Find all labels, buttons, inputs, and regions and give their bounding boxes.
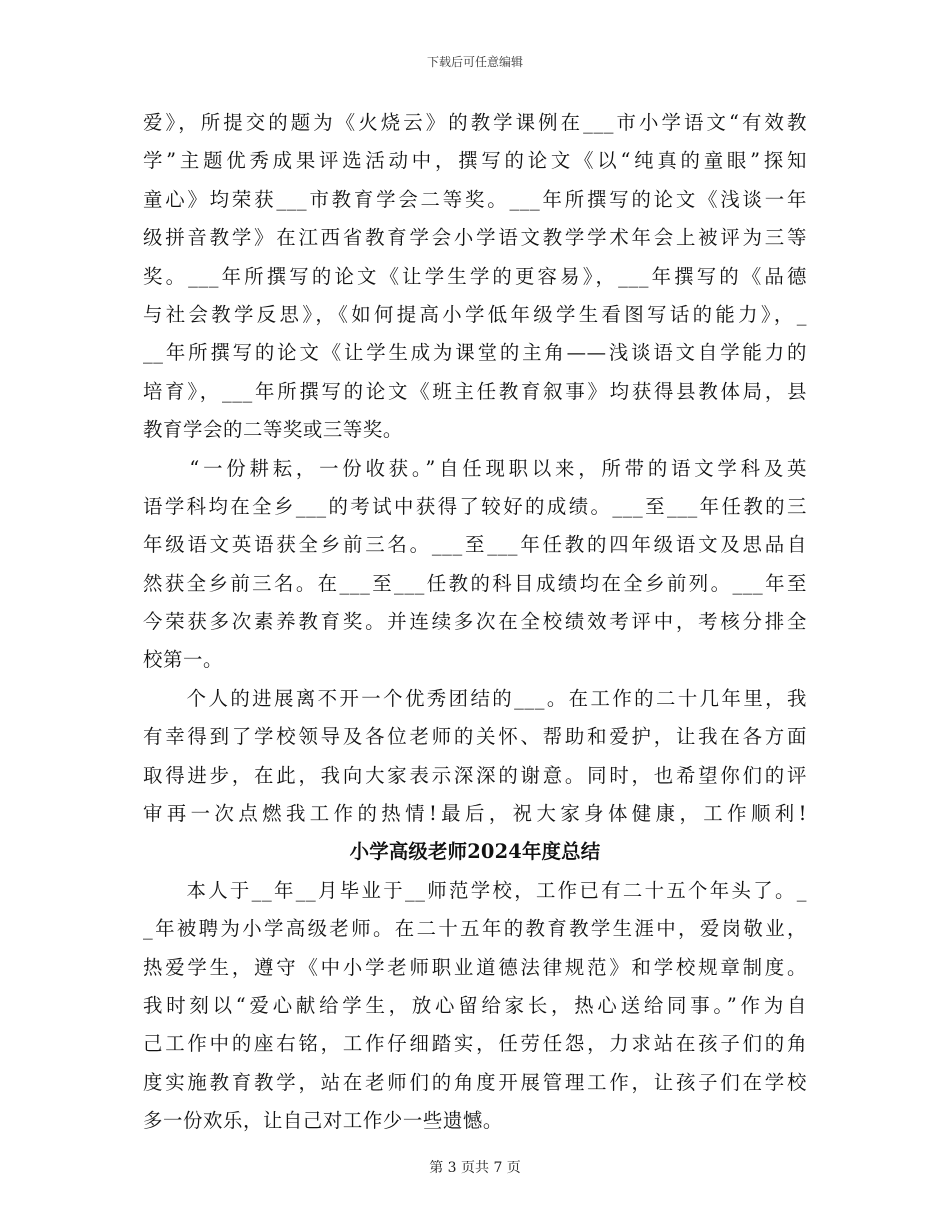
- text-line: 学”主题优秀成果评选活动中，撰写的论文《以“纯真的童眼”探知: [143, 149, 807, 173]
- text-line: 度实施教育教学，站在老师们的角度开展管理工作，让孩子们在学校: [143, 1070, 807, 1094]
- text-line: 今荣获多次素养教育奖。并连续多次在全校绩效考评中，考核分排全: [143, 610, 807, 634]
- text-line: 审再一次点燃我工作的热情!最后，祝大家身体健康，工作顺利!: [143, 802, 807, 826]
- page-footer: 第 3 页共 7 页: [429, 1160, 521, 1176]
- text-line: 级拼音教学》在江西省教育学会小学语文教学学术年会上被评为三等: [143, 226, 807, 250]
- text-line: 教育学会的二等奖或三等奖。: [143, 418, 403, 442]
- text-line: 与社会教学反思》，《如何提高小学低年级学生看图写话的能力》，_: [143, 302, 807, 326]
- text-line: 校第一。: [143, 648, 223, 672]
- text-line: 本人于__年__月毕业于__师范学校，工作已有二十五个年头了。_: [143, 878, 807, 902]
- text-line: 奖。___年所撰写的论文《让学生学的更容易》，___年撰写的《品德: [143, 264, 807, 288]
- text-line: 有幸得到了学校领导及各位老师的关怀、帮助和爱护，让我在各方面: [143, 725, 807, 749]
- text-line: “一份耕耘，一份收获。”自任现职以来，所带的语文学科及英: [143, 456, 807, 480]
- section-title: 小学高级老师2024年度总结: [349, 840, 601, 864]
- text-line: 童心》均荣获___市教育学会二等奖。___年所撰写的论文《浅谈一年: [143, 187, 807, 211]
- text-line: 取得进步，在此，我向大家表示深深的谢意。同时，也希望你们的评: [143, 763, 807, 787]
- text-line: 培育》，___年所撰写的论文《班主任教育叙事》均获得县教体局，县: [143, 379, 807, 403]
- page-header: 下载后可任意编辑: [426, 55, 523, 69]
- text-line: 语学科均在全乡___的考试中获得了较好的成绩。___至___年任教的三: [143, 494, 807, 518]
- text-line: 己工作中的座右铭，工作仔细踏实，任劳任怨，力求站在孩子们的角: [143, 1032, 807, 1056]
- text-line: 然获全乡前三名。在___至___任教的科目成绩均在全乡前列。___年至: [143, 571, 807, 595]
- text-line: 热爱学生，遵守《中小学老师职业道德法律规范》和学校规章制度。: [143, 955, 807, 979]
- text-line: _年被聘为小学高级老师。在二十五年的教育教学生涯中，爱岗敬业，: [143, 917, 807, 941]
- document-body: [143, 104, 807, 1141]
- text-line: 年级语文英语获全乡前三名。___至___年任教的四年级语文及思品自: [143, 533, 807, 557]
- text-line: 多一份欢乐，让自己对工作少一些遗憾。: [143, 1109, 503, 1133]
- text-line: 个人的进展离不开一个优秀团结的___。在工作的二十几年里，我: [143, 686, 807, 710]
- text-line: 我时刻以“爱心献给学生，放心留给家长，热心送给同事。”作为自: [143, 993, 807, 1017]
- text-line: 爱》，所提交的题为《火烧云》的教学课例在___市小学语文“有效教: [143, 111, 807, 134]
- text-line: __年所撰写的论文《让学生成为课堂的主角——浅谈语文自学能力的: [143, 341, 807, 365]
